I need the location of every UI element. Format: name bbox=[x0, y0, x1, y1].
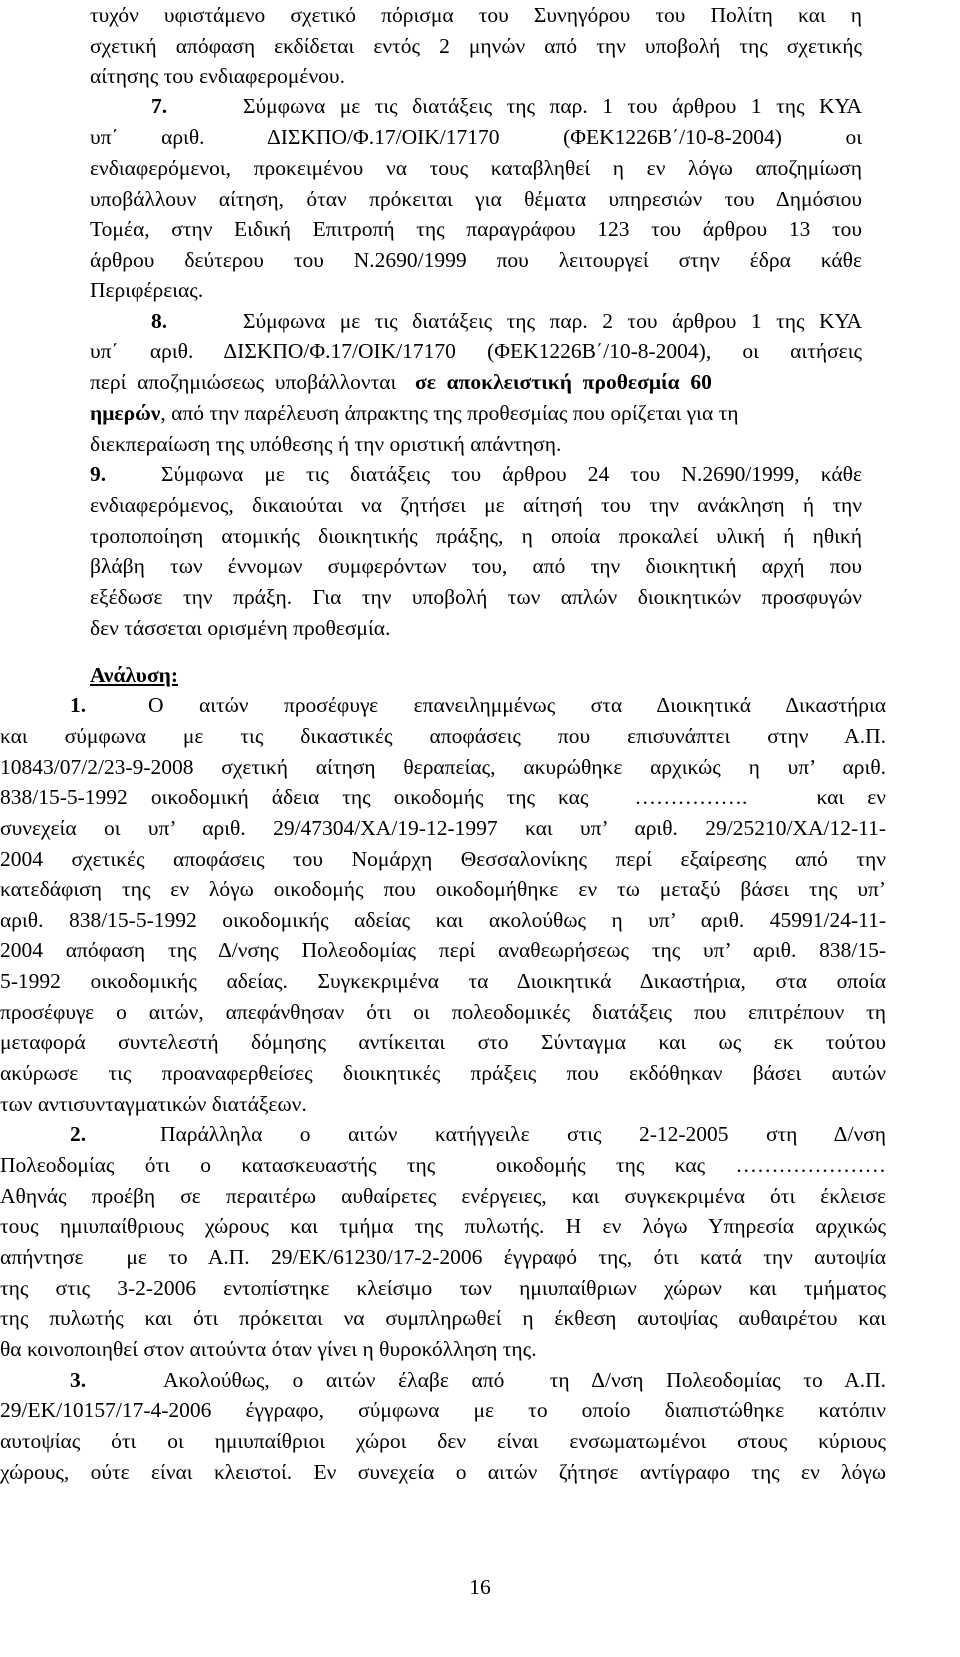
text-line: Τομέα, στην Ειδική Επιτροπή της παραγράφου 123 του άρθρου 13 του bbox=[90, 217, 862, 241]
text-line: και σύμφωνα με τις δικαστικές αποφάσεις που επισυνάπτει στην Α.Π. bbox=[0, 724, 886, 748]
text-line: 2004 απόφαση της Δ/νσης Πολεοδομίας περί αναθεωρήσεως της υπ’ αριθ. 838/15- bbox=[0, 938, 886, 962]
section-heading: Ανάλυση: bbox=[90, 663, 179, 687]
text-line: ενδιαφερόμενος, δικαιούται να ζητήσει με αίτησή του την ανάκληση ή την bbox=[90, 493, 862, 517]
text-line: 10843/07/2/23-9-2008 σχετική αίτηση θεραπείας, ακυρώθηκε αρχικώς η υπ’ αριθ. bbox=[0, 755, 886, 779]
text-line: τροποποίηση ατομικής διοικητικής πράξης, η οποία προκαλεί υλική ή ηθική bbox=[90, 524, 862, 548]
text-line: διεκπεραίωση της υπόθεσης ή την οριστική απάντηση. bbox=[90, 432, 562, 456]
text-line: Παράλληλα ο αιτών κατήγγειλε στις 2-12-2005 στη Δ/νση bbox=[160, 1122, 886, 1146]
text-line: υποβάλλουν αίτηση, όταν πρόκειται για θέματα υπηρεσιών του Δημόσιου bbox=[90, 187, 862, 211]
item-number: 3. bbox=[70, 1368, 87, 1392]
text-line: κατεδάφιση της εν λόγω οικοδομής που οικοδομήθηκε εν τω μεταξύ βάσει της υπ’ bbox=[0, 877, 886, 901]
text-line: Σύμφωνα με τις διατάξεις της παρ. 2 του άρθρου 1 της ΚΥΑ bbox=[243, 309, 862, 333]
text-line: αριθ. 838/15-5-1992 οικοδομικής αδείας και ακολούθως η υπ’ αριθ. 45991/24-11- bbox=[0, 908, 886, 932]
item-number: 1. bbox=[70, 693, 87, 717]
emphasis-text: ημερών bbox=[90, 401, 161, 425]
text-line: Αθηνάς προέβη σε περαιτέρω αυθαίρετες ενέργειες, και συγκεκριμένα ότι έκλεισε bbox=[0, 1184, 886, 1208]
text-line: αίτησης του ενδιαφερομένου. bbox=[90, 64, 345, 88]
text-line: περί αποζημιώσεως υποβάλλονται bbox=[90, 370, 397, 394]
text-line: των αντισυνταγματικών διατάξεων. bbox=[0, 1092, 307, 1116]
text-line bbox=[90, 398, 738, 428]
text-line: της πυλωτής και ότι πρόκειται να συμπληρωθεί η έκθεση αυτοψίας αυθαιρέτου και bbox=[0, 1306, 886, 1330]
text-line: τους ημιυπαίθριους χώρους και τμήμα της πυλωτής. Η εν λόγω Υπηρεσία αρχικώς bbox=[0, 1214, 886, 1238]
text-line: Ο αιτών προσέφυγε επανειλημμένως στα Διοικητικά Δικαστήρια bbox=[148, 693, 886, 717]
text-line: Σύμφωνα με τις διατάξεις της παρ. 1 του άρθρου 1 της ΚΥΑ bbox=[243, 94, 862, 118]
item-number: 7. bbox=[151, 94, 168, 118]
text-line: 838/15-5-1992 οικοδομική άδεια της οικοδομής της κας ……………. και εν bbox=[0, 785, 886, 809]
item-number: 2. bbox=[70, 1122, 87, 1146]
text-line: Πολεοδομίας ότι ο κατασκευαστής της οικοδομής της κας ………………… bbox=[0, 1153, 886, 1177]
text-line: υπ΄ αριθ. ΔΙΣΚΠΟ/Φ.17/ΟΙΚ/17170 (ΦΕΚ1226Β΄/10-8-2004), οι αιτήσεις bbox=[90, 339, 862, 363]
text-line: σχετική απόφαση εκδίδεται εντός 2 μηνών από την υποβολή της σχετικής bbox=[90, 34, 862, 58]
item-number: 8. bbox=[151, 309, 168, 333]
text-line: 2004 σχετικές αποφάσεις του Νομάρχη Θεσσαλονίκης περί εξαίρεσης από την bbox=[0, 847, 886, 871]
text-line: δεν τάσσεται ορισμένη προθεσμία. bbox=[90, 616, 391, 640]
text-line: 5-1992 οικοδομικής αδείας. Συγκεκριμένα τα Διοικητικά Δικαστήρια, στα οποία bbox=[0, 969, 886, 993]
emphasis-text: σε αποκλειστική προθεσμία 60 bbox=[415, 370, 712, 394]
text-line: άρθρου δεύτερου του Ν.2690/1999 που λειτουργεί στην έδρα κάθε bbox=[90, 248, 862, 272]
text-line: βλάβη των έννομων συμφερόντων του, από την διοικητική αρχή που bbox=[90, 554, 862, 578]
text-line: ακύρωσε τις προαναφερθείσες διοικητικές πράξεις που εκδόθηκαν βάσει αυτών bbox=[0, 1061, 886, 1085]
text-line: θα κοινοποιηθεί στον αιτούντα όταν γίνει η θυροκόλληση της. bbox=[0, 1337, 537, 1361]
text-line: Ακολούθως, ο αιτών έλαβε από τη Δ/νση Πολεοδομίας το Α.Π. bbox=[163, 1368, 886, 1392]
text-line: αυτοψίας ότι οι ημιυπαίθριοι χώροι δεν είναι ενσωματωμένοι στους κύριους bbox=[0, 1429, 886, 1453]
text-line: συνεχεία οι υπ’ αριθ. 29/47304/ΧΑ/19-12-1997 και υπ’ αριθ. 29/25210/ΧΑ/12-11- bbox=[0, 816, 886, 840]
text-line: εξέδωσε την πράξη. Για την υποβολή των απλών διοικητικών προσφυγών bbox=[90, 585, 862, 609]
text-span: , από την παρέλευση άπρακτης της προθεσμίας που ορίζεται για τη bbox=[160, 401, 739, 425]
text-line: της στις 3-2-2006 εντοπίστηκε κλείσιμο των ημιυπαίθριων χώρων και τμήματος bbox=[0, 1276, 886, 1300]
item-number: 9. bbox=[90, 462, 107, 486]
text-line: Σύμφωνα με τις διατάξεις του άρθρου 24 του Ν.2690/1999, κάθε bbox=[161, 462, 862, 486]
text-line: μεταφορά συντελεστή δόμησης αντίκειται στο Σύνταγμα και ως εκ τούτου bbox=[0, 1030, 886, 1054]
text-line: τυχόν υφιστάμενο σχετικό πόρισμα του Συνηγόρου του Πολίτη και η bbox=[90, 3, 862, 27]
text-line: Περιφέρειας. bbox=[90, 278, 204, 302]
page-number: 16 bbox=[469, 1575, 491, 1599]
text-line: ενδιαφερόμενοι, προκειμένου να τους καταβληθεί η εν λόγω αποζημίωση bbox=[90, 156, 862, 180]
text-line: χώρους, ούτε είναι κλειστοί. Εν συνεχεία ο αιτών ζήτησε αντίγραφο της εν λόγω bbox=[0, 1460, 886, 1484]
text-line: υπ΄ αριθ. ΔΙΣΚΠΟ/Φ.17/ΟΙΚ/17170 (ΦΕΚ1226Β΄/10-8-2004) οι bbox=[90, 125, 862, 149]
text-line: απήντησε με το Α.Π. 29/ΕΚ/61230/17-2-2006 έγγραφό της, ότι κατά την αυτοψία bbox=[0, 1245, 886, 1269]
text-line: προσέφυγε ο αιτών, απεφάνθησαν ότι οι πολεοδομικές διατάξεις που επιτρέπουν τη bbox=[0, 1000, 886, 1024]
text-line: 29/ΕΚ/10157/17-4-2006 έγγραφο, σύμφωνα με το οποίο διαπιστώθηκε κατόπιν bbox=[0, 1398, 886, 1422]
